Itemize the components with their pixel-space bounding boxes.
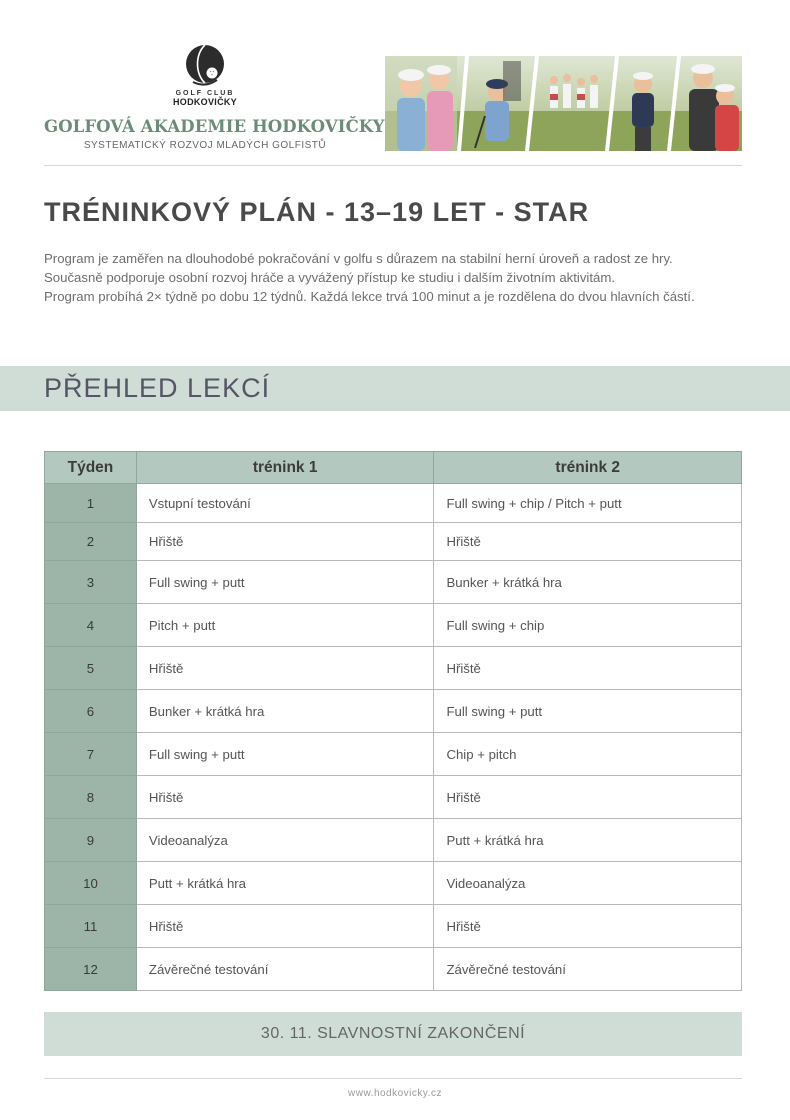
training-2-cell: Chip + pitch xyxy=(434,733,742,776)
training-2-cell: Putt + krátká hra xyxy=(434,819,742,862)
logo-block xyxy=(44,44,385,151)
closing-ceremony-banner: 30. 11. SLAVNOSTNÍ ZAKONČENÍ xyxy=(44,1012,742,1056)
intro-paragraph-1: Program je zaměřen na dlouhodobé pokračování v golfu s důrazem na stabilní herní úroveň a radost ze hry. Současně podporuje osobní rozvoj hráče a vyvážený přístup ke studiu i dalším životním aktivitám. xyxy=(44,251,673,285)
training-2-cell: Full swing + chip / Pitch + putt xyxy=(434,484,742,523)
week-number: 7 xyxy=(45,733,137,776)
kids-golf-training-photo-collage xyxy=(385,56,742,151)
table-row xyxy=(45,690,742,733)
intro-paragraph-2: Program probíhá 2× týdně po dobu 12 týdnů. Každá lekce trvá 100 minut a je rozdělena do dvou hlavních částí. xyxy=(44,289,695,304)
footer-website-link[interactable]: www.hodkovicky.cz xyxy=(348,1088,442,1099)
table-row xyxy=(45,905,742,948)
week-number: 10 xyxy=(45,862,137,905)
training-1-cell: Videoanalýza xyxy=(136,819,434,862)
training-2-cell: Hřiště xyxy=(434,905,742,948)
club-name-line1: GOLF CLUB xyxy=(175,90,235,97)
table-row xyxy=(45,647,742,690)
training-1-cell: Hřiště xyxy=(136,905,434,948)
lesson-table xyxy=(44,451,742,991)
training-2-cell: Hřiště xyxy=(434,523,742,561)
page-title: TRÉNINKOVÝ PLÁN - 13–19 LET - STAR xyxy=(44,197,590,227)
week-number: 1 xyxy=(45,484,137,523)
training-2-cell: Hřiště xyxy=(434,647,742,690)
table-header-row xyxy=(45,452,742,484)
training-1-cell: Pitch + putt xyxy=(136,604,434,647)
training-2-cell: Videoanalýza xyxy=(434,862,742,905)
club-name-line2: HODKOVIČKY xyxy=(172,97,237,107)
week-number: 11 xyxy=(45,905,137,948)
training-1-cell: Vstupní testování xyxy=(136,484,434,523)
table-row xyxy=(45,523,742,561)
column-header-training-1: trénink 1 xyxy=(136,452,434,484)
training-2-cell: Závěrečné testování xyxy=(434,948,742,991)
golf-ball-logo-icon xyxy=(183,44,227,90)
training-2-cell: Full swing + putt xyxy=(434,690,742,733)
table-row xyxy=(45,561,742,604)
week-number: 5 xyxy=(45,647,137,690)
week-number: 3 xyxy=(45,561,137,604)
week-number: 8 xyxy=(45,776,137,819)
training-1-cell: Hřiště xyxy=(136,776,434,819)
table-row xyxy=(45,776,742,819)
training-1-cell: Full swing + putt xyxy=(136,561,434,604)
intro-text xyxy=(44,249,724,306)
table-row xyxy=(45,484,742,523)
table-row xyxy=(45,948,742,991)
table-row xyxy=(45,733,742,776)
week-number: 4 xyxy=(45,604,137,647)
table-row xyxy=(45,819,742,862)
training-1-cell: Hřiště xyxy=(136,647,434,690)
academy-subtitle: SYSTEMATICKÝ ROZVOJ MLADÝCH GOLFISTŮ xyxy=(83,140,327,151)
week-number: 9 xyxy=(45,819,137,862)
section-title: PŘEHLED LEKCÍ xyxy=(44,373,271,403)
training-1-cell: Hřiště xyxy=(136,523,434,561)
training-1-cell: Závěrečné testování xyxy=(136,948,434,991)
week-number: 2 xyxy=(45,523,137,561)
training-1-cell: Bunker + krátká hra xyxy=(136,690,434,733)
column-header-training-2: trénink 2 xyxy=(434,452,742,484)
column-header-week: Týden xyxy=(45,452,137,484)
week-number: 12 xyxy=(45,948,137,991)
header-divider xyxy=(44,165,742,166)
academy-title: GOLFOVÁ AKADEMIE HODKOVIČKY xyxy=(44,117,385,136)
table-row xyxy=(45,604,742,647)
training-2-cell: Full swing + chip xyxy=(434,604,742,647)
training-1-cell: Full swing + putt xyxy=(136,733,434,776)
week-number: 6 xyxy=(45,690,137,733)
footer-divider xyxy=(44,1078,742,1079)
training-2-cell: Bunker + krátká hra xyxy=(434,561,742,604)
training-2-cell: Hřiště xyxy=(434,776,742,819)
training-1-cell: Putt + krátká hra xyxy=(136,862,434,905)
table-row xyxy=(45,862,742,905)
